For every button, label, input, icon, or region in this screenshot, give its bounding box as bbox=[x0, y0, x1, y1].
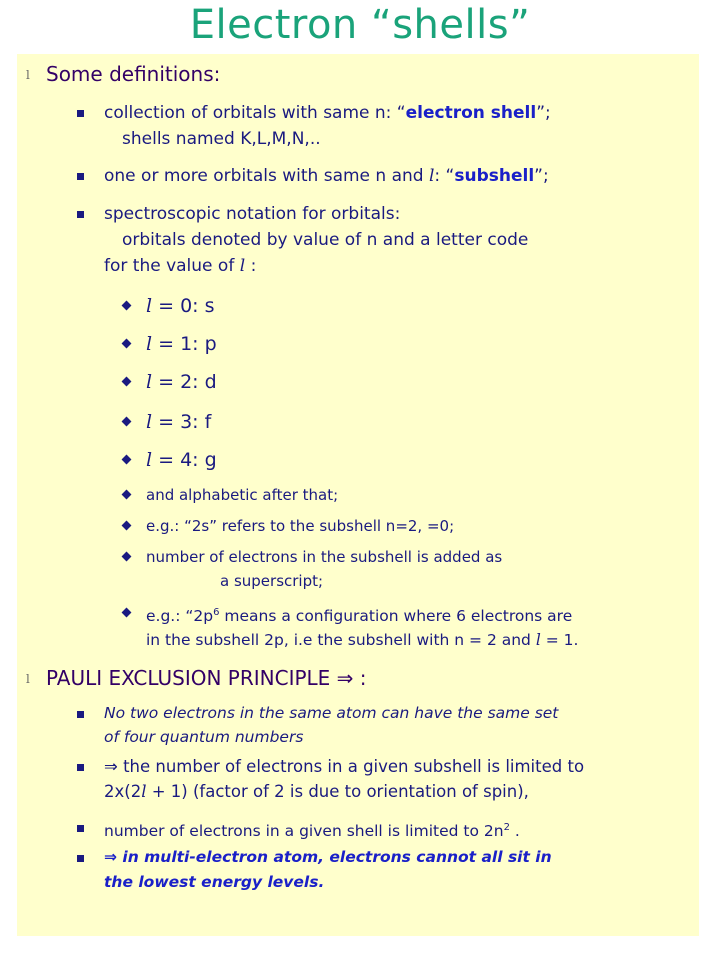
text: e.g.: “2p bbox=[146, 607, 214, 626]
text: : bbox=[250, 256, 257, 276]
square-bullet-icon bbox=[77, 211, 84, 218]
text: in the subshell 2p, i.e the subshell with n = 2 and bbox=[146, 631, 531, 650]
letter-code: = 3: f bbox=[158, 411, 212, 433]
ell-symbol: l bbox=[535, 631, 541, 650]
list-item-conclusion bbox=[104, 845, 694, 895]
square-bullet-icon bbox=[77, 711, 84, 718]
text: . bbox=[509, 822, 520, 841]
text: : “ bbox=[434, 166, 455, 186]
ell-symbol: l bbox=[146, 411, 153, 433]
text: the number of electrons in a given subshell is limited to bbox=[117, 757, 585, 776]
text: a superscript; bbox=[220, 572, 324, 590]
letter-code: = 1: p bbox=[158, 333, 217, 355]
text: and alphabetic after that; bbox=[146, 486, 339, 504]
term-subshell: subshell bbox=[454, 166, 535, 186]
list-item-pauli-statement bbox=[104, 701, 694, 749]
text: = 1. bbox=[545, 631, 579, 650]
ell-symbol: l bbox=[146, 295, 153, 317]
pauli-heading-text: PAULI EXCLUSION PRINCIPLE bbox=[46, 666, 331, 690]
ell-symbol: l bbox=[141, 782, 147, 801]
square-bullet-icon bbox=[77, 855, 84, 862]
letter-code: = 4: g bbox=[158, 449, 217, 471]
text: the lowest energy levels. bbox=[104, 873, 325, 891]
letter-code-item bbox=[146, 370, 696, 394]
text: number of electrons in a given shell is limited to 2n bbox=[104, 822, 504, 841]
list-item-example-2p6 bbox=[146, 601, 696, 652]
ell-symbol: l bbox=[146, 333, 153, 355]
ell-symbol: l bbox=[239, 256, 246, 276]
square-bullet-icon bbox=[77, 110, 84, 117]
text: collection of orbitals with same n: “ bbox=[104, 103, 406, 123]
text: No two electrons in the same atom can have the same set bbox=[104, 704, 559, 722]
definitions-heading-text: Some definitions: bbox=[46, 62, 221, 86]
text: for the value of bbox=[104, 256, 235, 276]
text: one or more orbitals with same n and bbox=[104, 166, 424, 186]
level1-bullet-icon: l bbox=[26, 68, 30, 82]
text: ”; bbox=[534, 166, 549, 186]
letter-code-item bbox=[146, 410, 696, 434]
text: + 1) (factor of 2 is due to orientation of spin), bbox=[146, 782, 529, 801]
list-item-subshell-limit bbox=[104, 754, 694, 804]
list-item-subshell bbox=[104, 163, 694, 189]
letter-code-item bbox=[146, 332, 696, 356]
list-item-superscript bbox=[146, 545, 696, 593]
square-bullet-icon bbox=[77, 764, 84, 771]
letter-code-item bbox=[146, 448, 696, 472]
text: orbitals denoted by value of n and a letter code bbox=[122, 230, 529, 250]
implies-arrow-icon: ⇒ bbox=[104, 848, 117, 866]
level1-bullet-icon: l bbox=[26, 672, 30, 686]
letter-code: = 0: s bbox=[158, 295, 215, 317]
square-bullet-icon bbox=[77, 825, 84, 832]
ell-symbol: l bbox=[428, 166, 435, 186]
superscript: 2 bbox=[503, 822, 510, 833]
pauli-heading bbox=[26, 666, 367, 690]
letter-code: = 2: d bbox=[158, 371, 217, 393]
implies-arrow-icon: ⇒ bbox=[336, 666, 354, 690]
text: of four quantum numbers bbox=[104, 728, 304, 746]
text: shells named K,L,M,N,.. bbox=[122, 129, 321, 149]
list-item-electron-shell bbox=[104, 100, 694, 152]
text: spectroscopic notation for orbitals: bbox=[104, 204, 401, 224]
text: 2x(2 bbox=[104, 782, 142, 801]
list-item-spectroscopic bbox=[104, 201, 694, 279]
text: number of electrons in the subshell is added as bbox=[146, 548, 503, 566]
superscript: 6 bbox=[213, 607, 220, 618]
text: ”; bbox=[536, 103, 551, 123]
text: in multi-electron atom, electrons cannot all sit in bbox=[117, 848, 552, 866]
term-electron-shell: electron shell bbox=[405, 103, 537, 123]
ell-symbol: l bbox=[146, 449, 153, 471]
implies-arrow-icon: ⇒ bbox=[104, 757, 118, 776]
list-item-example-2s bbox=[146, 514, 696, 538]
definitions-heading bbox=[26, 62, 221, 86]
page-title: Electron “shells” bbox=[189, 2, 531, 48]
square-bullet-icon bbox=[77, 173, 84, 180]
text: e.g.: “2s” refers to the subshell n=2, =0; bbox=[146, 517, 455, 535]
list-item-alphabetic bbox=[146, 483, 696, 507]
ell-symbol: l bbox=[146, 371, 153, 393]
text: means a configuration where 6 electrons are bbox=[219, 607, 573, 626]
text: : bbox=[359, 666, 367, 690]
list-item-shell-limit bbox=[104, 815, 694, 844]
letter-code-item bbox=[146, 294, 696, 318]
